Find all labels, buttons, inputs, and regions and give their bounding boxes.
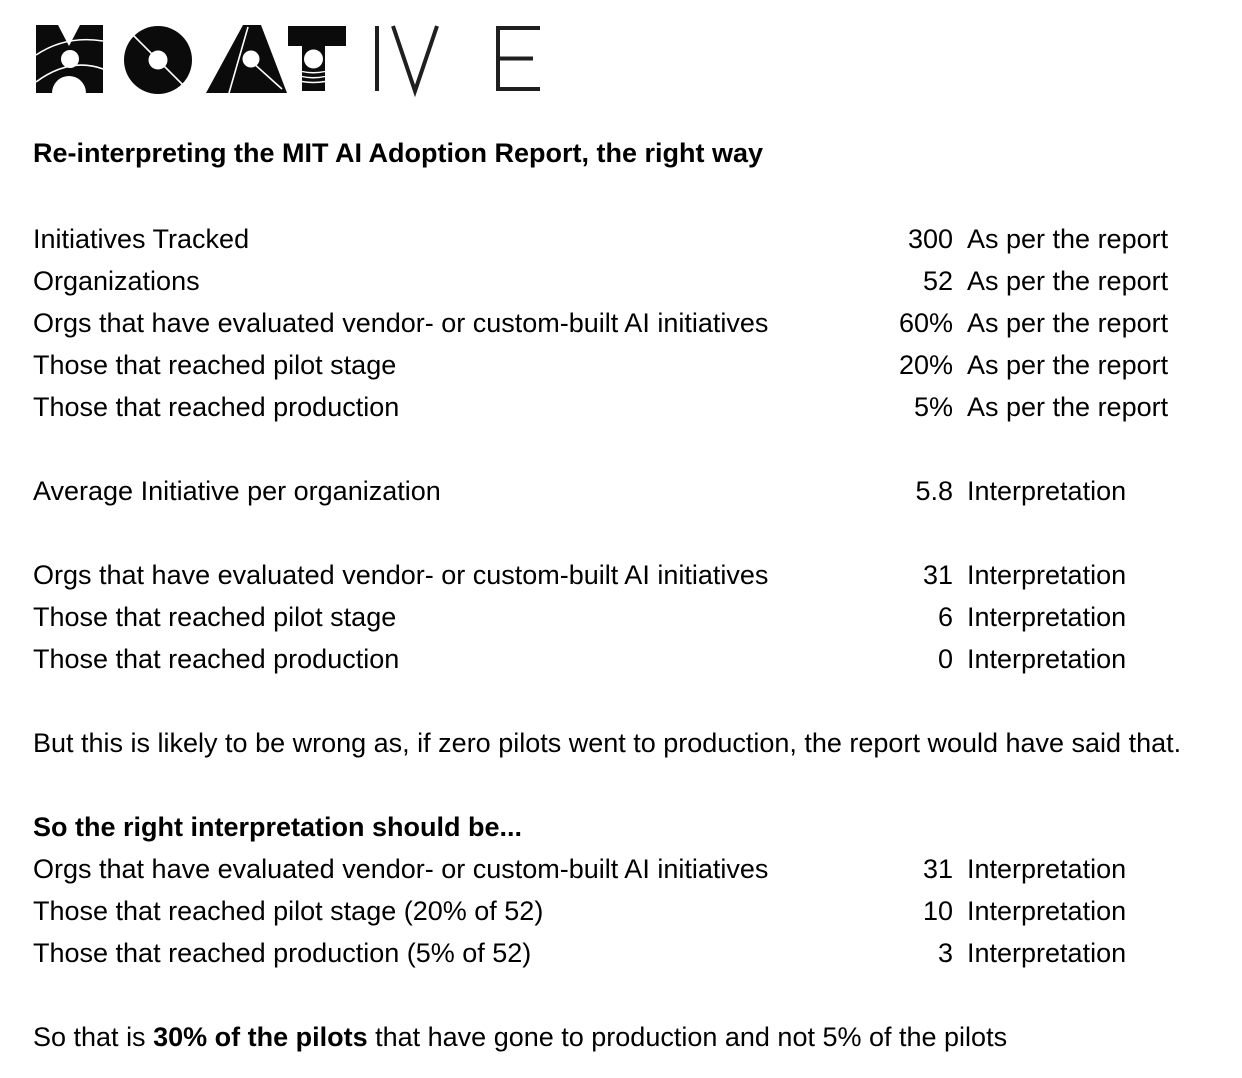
blank-row	[33, 680, 1218, 722]
row-value: 6	[937, 602, 953, 632]
row-label: Those that reached production	[33, 644, 400, 674]
table-row	[33, 596, 1218, 638]
conclusion-row	[33, 1016, 1218, 1058]
table-row	[33, 848, 1218, 890]
row-label: Orgs that have evaluated vendor- or custom-built AI initiatives	[33, 308, 769, 338]
table-row	[33, 890, 1218, 932]
conclusion-suffix: that have gone to production and not 5% of the pilots	[367, 1022, 1008, 1052]
logo-heavy-letters-moat	[36, 25, 346, 94]
row-source: Interpretation	[967, 938, 1127, 968]
row-source: As per the report	[967, 224, 1169, 254]
row-value: 5.8	[915, 476, 953, 506]
logo-letter-e	[496, 26, 540, 91]
row-source: Interpretation	[967, 602, 1127, 632]
row-value: 5%	[913, 392, 953, 422]
table-row	[33, 470, 1218, 512]
conclusion-bold: 30% of the pilots	[153, 1022, 368, 1052]
row-label: Organizations	[33, 266, 200, 296]
row-source: As per the report	[967, 266, 1169, 296]
row-source: As per the report	[967, 350, 1169, 380]
row-value: 52	[922, 266, 953, 296]
row-value: 60%	[898, 308, 953, 338]
table-row	[33, 344, 1218, 386]
table-row	[33, 638, 1218, 680]
row-value: 31	[922, 854, 953, 884]
row-source: Interpretation	[967, 896, 1127, 926]
note-text: But this is likely to be wrong as, if zero pilots went to production, the report would have said that.	[33, 728, 1182, 758]
row-value: 3	[937, 938, 953, 968]
row-source: Interpretation	[967, 644, 1127, 674]
section-heading-row	[33, 806, 1218, 848]
row-label: Orgs that have evaluated vendor- or custom-built AI initiatives	[33, 854, 769, 884]
data-table	[33, 218, 1218, 1058]
table-row	[33, 302, 1218, 344]
row-source: Interpretation	[967, 476, 1127, 506]
row-value: 0	[937, 644, 953, 674]
row-label: Those that reached pilot stage	[33, 602, 397, 632]
row-label: Those that reached production	[33, 392, 400, 422]
blank-row	[33, 974, 1218, 1016]
row-source: As per the report	[967, 308, 1169, 338]
row-value: 10	[922, 896, 953, 926]
table-row	[33, 218, 1218, 260]
row-value: 300	[907, 224, 953, 254]
page-title: Re-interpreting the MIT AI Adoption Report, the right way	[33, 138, 763, 168]
row-source: Interpretation	[967, 560, 1127, 590]
table-row	[33, 554, 1218, 596]
section-heading: So the right interpretation should be...	[33, 812, 523, 842]
row-source: Interpretation	[967, 854, 1127, 884]
row-label: Those that reached pilot stage	[33, 350, 397, 380]
conclusion-prefix: So that is	[33, 1022, 154, 1052]
table-row	[33, 386, 1218, 428]
blank-row	[33, 428, 1218, 470]
row-label: Orgs that have evaluated vendor- or custom-built AI initiatives	[33, 560, 769, 590]
row-value: 20%	[898, 350, 953, 380]
note-row	[33, 722, 1218, 764]
logo-light-letters-ive	[377, 26, 540, 91]
row-label: Average Initiative per organization	[33, 476, 441, 506]
logo-letter-v	[393, 26, 437, 91]
blank-row	[33, 764, 1218, 806]
table-row	[33, 260, 1218, 302]
moative-logo	[0, 0, 560, 110]
conclusion-text	[33, 1016, 1007, 1058]
row-label: Those that reached pilot stage (20% of 52)	[33, 896, 544, 926]
row-value: 31	[922, 560, 953, 590]
row-label: Those that reached production (5% of 52)	[33, 938, 532, 968]
table-row	[33, 932, 1218, 974]
row-source: As per the report	[967, 392, 1169, 422]
row-label: Initiatives Tracked	[33, 224, 250, 254]
blank-row	[33, 512, 1218, 554]
